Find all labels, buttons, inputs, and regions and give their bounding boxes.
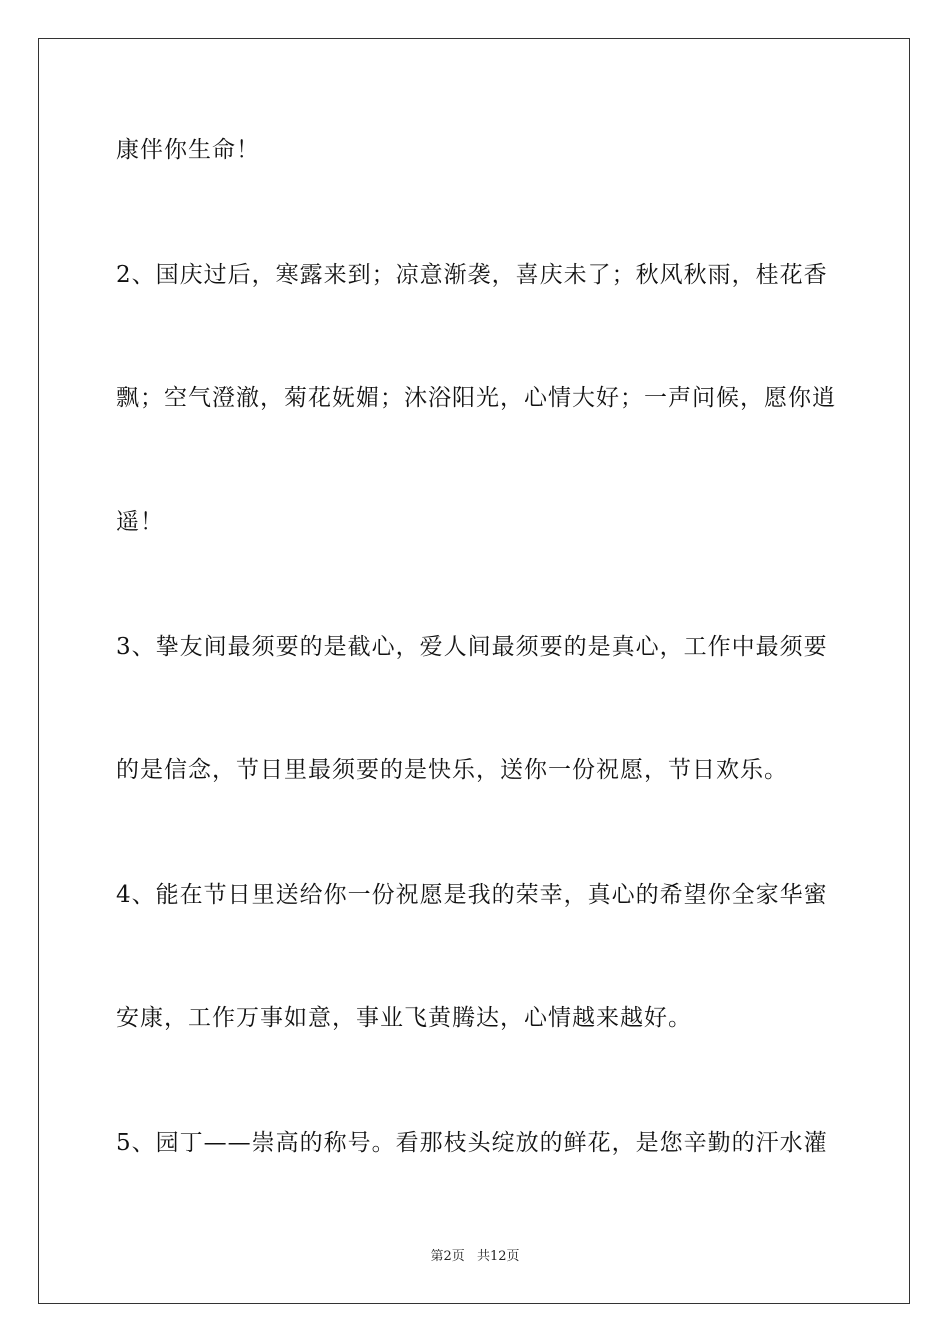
- text-line: 4、能在节日里送给你一份祝愿是我的荣幸，真心的希望你全家华蜜: [116, 882, 828, 908]
- text-line: 安康，工作万事如意，事业飞黄腾达，心情越来越好。: [116, 1005, 692, 1031]
- text-line: 飘；空气澄澈，菊花妩媚；沐浴阳光，心情大好；一声问候，愿你逍: [116, 385, 836, 411]
- text-line: 5、园丁——崇高的称号。看那枝头绽放的鲜花，是您辛勤的汗水灌: [116, 1130, 828, 1156]
- page-footer: [0, 1248, 950, 1266]
- text-line: 康伴你生命！: [116, 137, 260, 163]
- text-line: 2、国庆过后，寒露来到；凉意渐袭，喜庆未了；秋风秋雨，桂花香: [116, 262, 828, 288]
- text-line: 的是信念，节日里最须要的是快乐，送你一份祝愿，节日欢乐。: [116, 757, 788, 783]
- text-line: 遥！: [116, 509, 164, 535]
- page-border: [38, 38, 910, 1304]
- text-line: 3、挚友间最须要的是截心，爱人间最须要的是真心，工作中最须要: [116, 634, 828, 660]
- page-number: 第2页: [430, 1249, 465, 1264]
- page-total: 共12页: [476, 1249, 520, 1264]
